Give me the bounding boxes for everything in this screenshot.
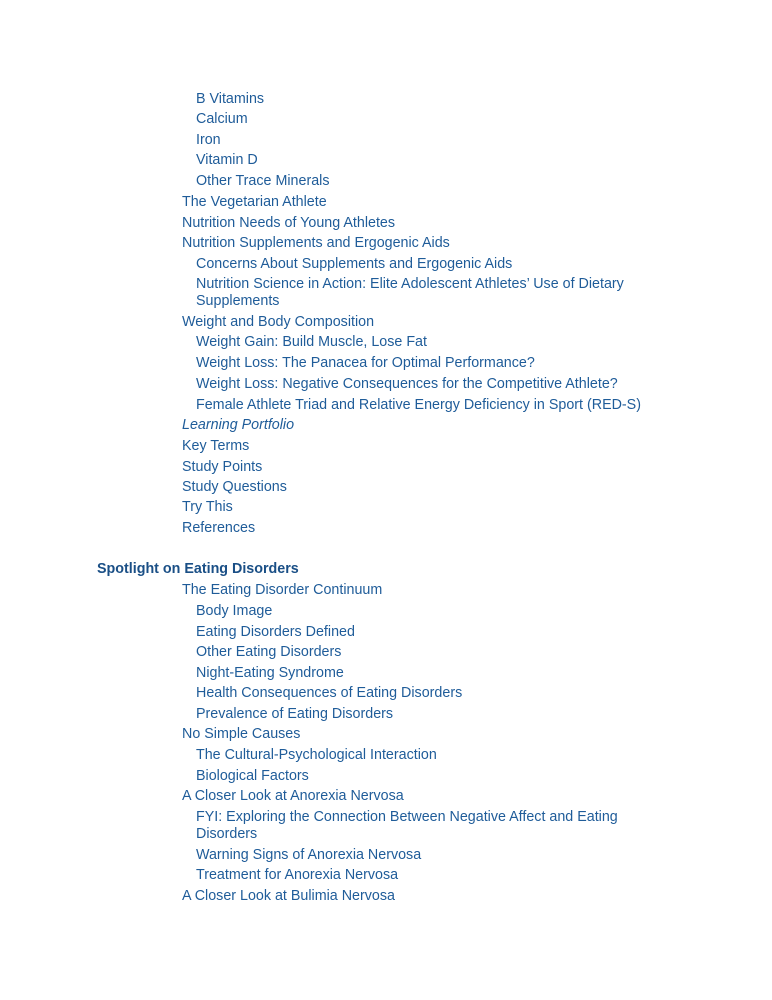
- toc-link-young-athletes[interactable]: Nutrition Needs of Young Athletes: [182, 215, 396, 231]
- toc-link-body-image[interactable]: Body Image: [196, 603, 273, 619]
- toc-link-weight-loss-negative[interactable]: Weight Loss: Negative Consequences for the Competitive Athlete?: [196, 376, 618, 392]
- toc-link-references[interactable]: References: [182, 520, 256, 536]
- toc-link-biological-factors[interactable]: Biological Factors: [196, 768, 309, 784]
- toc-link-vegetarian-athlete[interactable]: The Vegetarian Athlete: [182, 194, 327, 210]
- toc-link-other-eating-disorders[interactable]: Other Eating Disorders: [196, 644, 342, 660]
- toc-link-anorexia-closer-look[interactable]: A Closer Look at Anorexia Nervosa: [182, 788, 404, 804]
- toc-link-nutrition-science-in-action[interactable]: Nutrition Science in Action: Elite Adolescent Athletes’ Use of Dietary Supplements: [196, 276, 624, 309]
- toc-link-try-this[interactable]: Try This: [182, 499, 233, 515]
- toc-link-female-athlete-triad[interactable]: Female Athlete Triad and Relative Energy Deficiency in Sport (RED-S): [196, 397, 641, 413]
- toc-link-concerns-supplements[interactable]: Concerns About Supplements and Ergogenic Aids: [196, 256, 513, 272]
- toc-link-bulimia-closer-look[interactable]: A Closer Look at Bulimia Nervosa: [182, 888, 395, 904]
- toc-link-fyi-negative-affect[interactable]: FYI: Exploring the Connection Between Negative Affect and Eating Disorders: [196, 809, 618, 842]
- toc-link-night-eating-syndrome[interactable]: Night-Eating Syndrome: [196, 665, 344, 681]
- toc-link-cultural-psychological[interactable]: The Cultural-Psychological Interaction: [196, 747, 437, 763]
- toc-link-health-consequences[interactable]: Health Consequences of Eating Disorders: [196, 685, 463, 701]
- toc-link-key-terms[interactable]: Key Terms: [182, 438, 250, 454]
- toc-link-no-simple-causes[interactable]: No Simple Causes: [182, 726, 301, 742]
- toc-link-learning-portfolio[interactable]: Learning Portfolio: [182, 417, 295, 433]
- toc-link-anorexia-treatment[interactable]: Treatment for Anorexia Nervosa: [196, 867, 399, 883]
- toc-link-b-vitamins[interactable]: B Vitamins: [196, 91, 265, 107]
- toc-link-weight-loss-panacea[interactable]: Weight Loss: The Panacea for Optimal Performance?: [196, 355, 535, 371]
- toc-link-prevalence[interactable]: Prevalence of Eating Disorders: [196, 706, 394, 722]
- toc-link-study-points[interactable]: Study Points: [182, 459, 263, 475]
- toc-link-calcium[interactable]: Calcium: [196, 111, 248, 127]
- toc-link-anorexia-warning-signs[interactable]: Warning Signs of Anorexia Nervosa: [196, 847, 422, 863]
- toc-link-weight-gain[interactable]: Weight Gain: Build Muscle, Lose Fat: [196, 334, 427, 350]
- toc-link-weight-body-composition[interactable]: Weight and Body Composition: [182, 314, 375, 330]
- toc-link-study-questions[interactable]: Study Questions: [182, 479, 287, 495]
- toc-link-supplements-ergogenic-aids[interactable]: Nutrition Supplements and Ergogenic Aids: [182, 235, 450, 251]
- toc-link-other-trace-minerals[interactable]: Other Trace Minerals: [196, 173, 330, 189]
- toc-link-eating-disorders-defined[interactable]: Eating Disorders Defined: [196, 624, 355, 640]
- toc-link-eating-disorder-continuum[interactable]: The Eating Disorder Continuum: [182, 582, 383, 598]
- toc-link-vitamin-d[interactable]: Vitamin D: [196, 152, 258, 168]
- toc-link-iron[interactable]: Iron: [196, 132, 221, 148]
- section-heading-eating-disorders[interactable]: Spotlight on Eating Disorders: [97, 561, 299, 577]
